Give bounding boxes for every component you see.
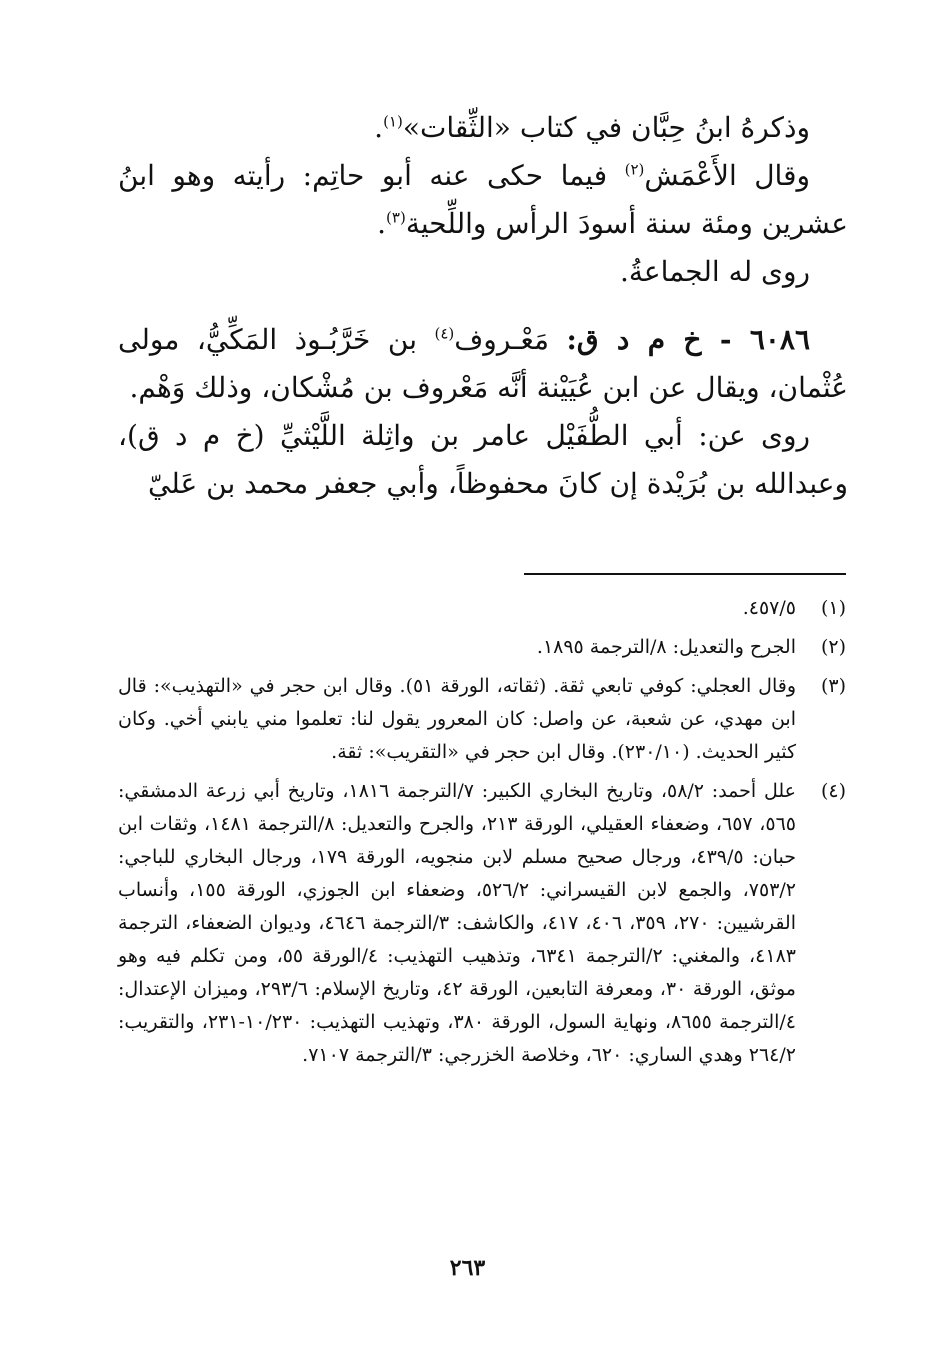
paragraph-rawa-an: روى عن: أبي الطُّفَيْل عامر بن واثِلة اللَّيْثيِّ (خ م د ق)، وعبدالله بن بُرَيْدة إن كانَ محفوظاً، وأبي جعفر محمد بن عَليّ	[118, 419, 848, 500]
footnote-3-text: وقال العجلي: كوفي تابعي ثقة. (ثقاته، الورقة ٥١). وقال ابن حجر في «التهذيب»: قال ابن مهدي، عن شعبة، عن واصل: كان المعرور يقول لنا: تعلموا مني يابني أخي. وكان كثير الحديث. (٢٣٠/١٠). وقال ابن حجر في «التقريب»: ثقة.	[118, 675, 796, 763]
footnote-1-text: ٤٥٧/٥.	[742, 597, 796, 619]
paragraph-amash	[118, 152, 848, 248]
paragraph-amash-end: .	[377, 207, 387, 240]
entry-number: ٦٠٨٦ - خ م د ق:	[566, 323, 810, 356]
footnote-2-number: (٢)	[820, 636, 846, 658]
page-number: ٢٦٣	[449, 1255, 486, 1281]
footnote-4-text: علل أحمد: ٥٨/٢، وتاريخ البخاري الكبير: ٧/الترجمة ١٨١٦، وتاريخ أبي زرعة الدمشقي: ٥٦٥، ٦٥٧، وضعفاء العقيلي، الورقة ٢١٣، والجرح والتعديل: ٨/الترجمة ١٤٨١، وثقات ابن حبان: ٤٣٩/٥، ورجال صحيح مسلم لابن منجويه، الورقة ١٧٩، ورجال البخاري للباجي: ٧٥٣/٢، والجمع لابن القيسراني: ٥٢٦/٢، وضعفاء ابن الجوزي، الورقة ١٥٥، وأنساب القرشيين: ٢٧٠، ٣٥٩، ٤٠٦، ٤١٧، والكاشف: ٣/الترجمة ٤٦٤٦، وديوان الضعفاء، الترجمة ٤١٨٣، والمغني: ٢/الترجمة ٦٣٤١، وتذهيب التهذيب: ٤/الورقة ٥٥، ومن تكلم فيه وهو موثق، الورقة ٣٠، ومعرفة التابعين، الورقة ٤٢، وتاريخ الإسلام: ٢٩٣/٦، وميزان الإعتدال: ٤/الترجمة ٨٦٥٥، ونهاية السول، الورقة ٣٨٠، وتهذيب التهذيب: ١٠/٢٣٠-٢٣١، والتقريب: ٢٦٤/٢ وهدي الساري: ٦٢٠، وخلاصة الخزرجي: ٣/الترجمة ٧١٠٧.	[118, 780, 797, 1066]
main-text-block	[118, 104, 848, 508]
paragraph-jamaa: روى له الجماعةُ.	[619, 255, 810, 288]
footnote-marker-4: (٤)	[434, 324, 455, 343]
footnote-4	[118, 775, 846, 1072]
footnote-1	[118, 592, 846, 625]
paragraph-thiqat-end: .	[374, 111, 384, 144]
footnote-3-number: (٣)	[820, 675, 846, 697]
entry-name-a: مَعْـروف	[454, 323, 567, 356]
paragraph-thiqat	[118, 104, 848, 152]
spacer	[118, 296, 848, 316]
footnote-1-number: (١)	[820, 597, 846, 619]
paragraph-amash-text-b: فيما حكى عنه أبو حاتِم: رأيته وهو ابنُ عشرين ومئة سنة أسودَ الرأس واللِّحية	[118, 159, 848, 240]
footnote-marker-3: (٣)	[386, 208, 406, 227]
footnote-2	[118, 631, 846, 664]
footnotes-block	[118, 592, 846, 1078]
footnote-separator	[524, 573, 846, 575]
footnote-2-text: الجرح والتعديل: ٨/الترجمة ١٨٩٥.	[536, 636, 796, 658]
paragraph-amash-text-a: وقال الأَعْمَش	[644, 159, 810, 192]
footnote-3	[118, 670, 846, 769]
footnote-marker-1: (١)	[383, 112, 403, 131]
footnote-marker-2: (٢)	[624, 160, 645, 179]
entry-name-b: بن خَرَّبُـوذ المَكِّيُّ، مولى عُثْمان، ويقال عن ابن عُيَيْنة أنَّه مَعْروف بن مُشْكان، وذلك وَهْم.	[118, 323, 848, 404]
footnote-4-number: (٤)	[820, 780, 846, 802]
paragraph-thiqat-text: وذكرهُ ابنُ حِبَّان في كتاب «الثِّقات»	[402, 111, 810, 144]
entry-heading	[118, 316, 848, 412]
